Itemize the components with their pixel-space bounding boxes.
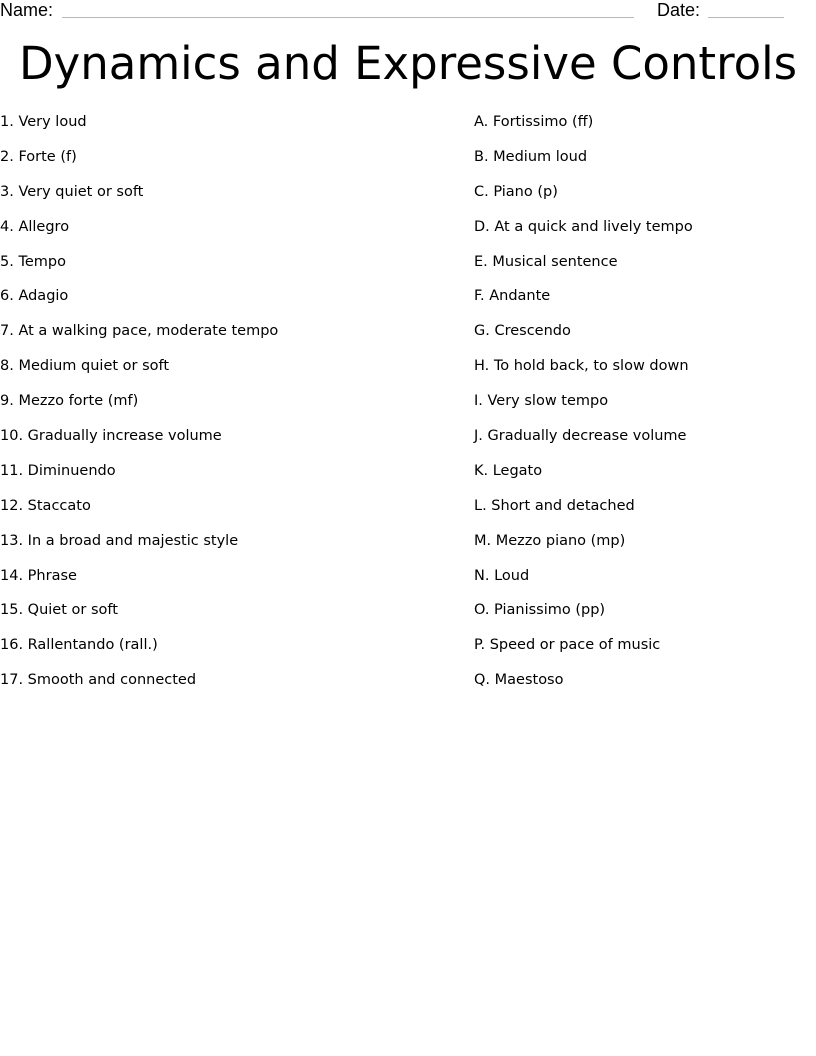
name-field[interactable] [62, 17, 634, 18]
clue-item: 6. Adagio [0, 288, 69, 305]
name-label: Name: [0, 0, 54, 20]
clue-item: 15. Quiet or soft [0, 602, 118, 619]
answer-item: Q. Maestoso [474, 672, 564, 689]
answer-item: H. To hold back, to slow down [474, 358, 689, 375]
clue-item: 13. In a broad and majestic style [0, 532, 239, 549]
clue-item: 17. Smooth and connected [0, 672, 197, 689]
clue-item: 14. Phrase [0, 567, 77, 584]
page-title: Dynamics and Expressive Controls [18, 37, 798, 90]
answer-item: K. Legato [474, 462, 543, 479]
clue-item: 8. Medium quiet or soft [0, 358, 170, 375]
answer-item: N. Loud [474, 567, 530, 584]
answer-item: M. Mezzo piano (mp) [474, 532, 626, 549]
clue-list [0, 110, 460, 703]
answer-item: G. Crescendo [474, 323, 571, 340]
answer-item: B. Medium loud [474, 148, 588, 165]
clue-item: 5. Tempo [0, 253, 66, 270]
answer-item: J. Gradually decrease volume [474, 428, 687, 445]
answer-item: O. Pianissimo (pp) [474, 602, 606, 619]
header [0, 0, 816, 22]
clue-item: 10. Gradually increase volume [0, 428, 222, 445]
clue-item: 9. Mezzo forte (mf) [0, 393, 139, 410]
clue-item: 1. Very loud [0, 114, 87, 130]
clue-item: 7. At a walking pace, moderate tempo [0, 323, 279, 340]
answer-item: C. Piano (p) [474, 183, 558, 200]
answer-item: E. Musical sentence [474, 253, 618, 270]
answer-item: A. Fortissimo (ff) [474, 114, 594, 130]
date-field[interactable] [708, 17, 784, 18]
clue-item: 2. Forte (f) [0, 148, 77, 165]
clue-item: 16. Rallentando (rall.) [0, 637, 158, 654]
answer-item: L. Short and detached [474, 497, 635, 514]
answer-item: F. Andante [474, 288, 551, 305]
answer-item: P. Speed or pace of music [474, 637, 661, 654]
date-label: Date: [657, 0, 701, 20]
clue-item: 12. Staccato [0, 497, 91, 514]
clue-item: 3. Very quiet or soft [0, 183, 144, 200]
clue-item: 11. Diminuendo [0, 462, 116, 479]
clue-item: 4. Allegro [0, 218, 70, 235]
answer-item: I. Very slow tempo [474, 393, 609, 410]
answer-item: D. At a quick and lively tempo [474, 218, 693, 235]
answer-list [474, 110, 814, 703]
